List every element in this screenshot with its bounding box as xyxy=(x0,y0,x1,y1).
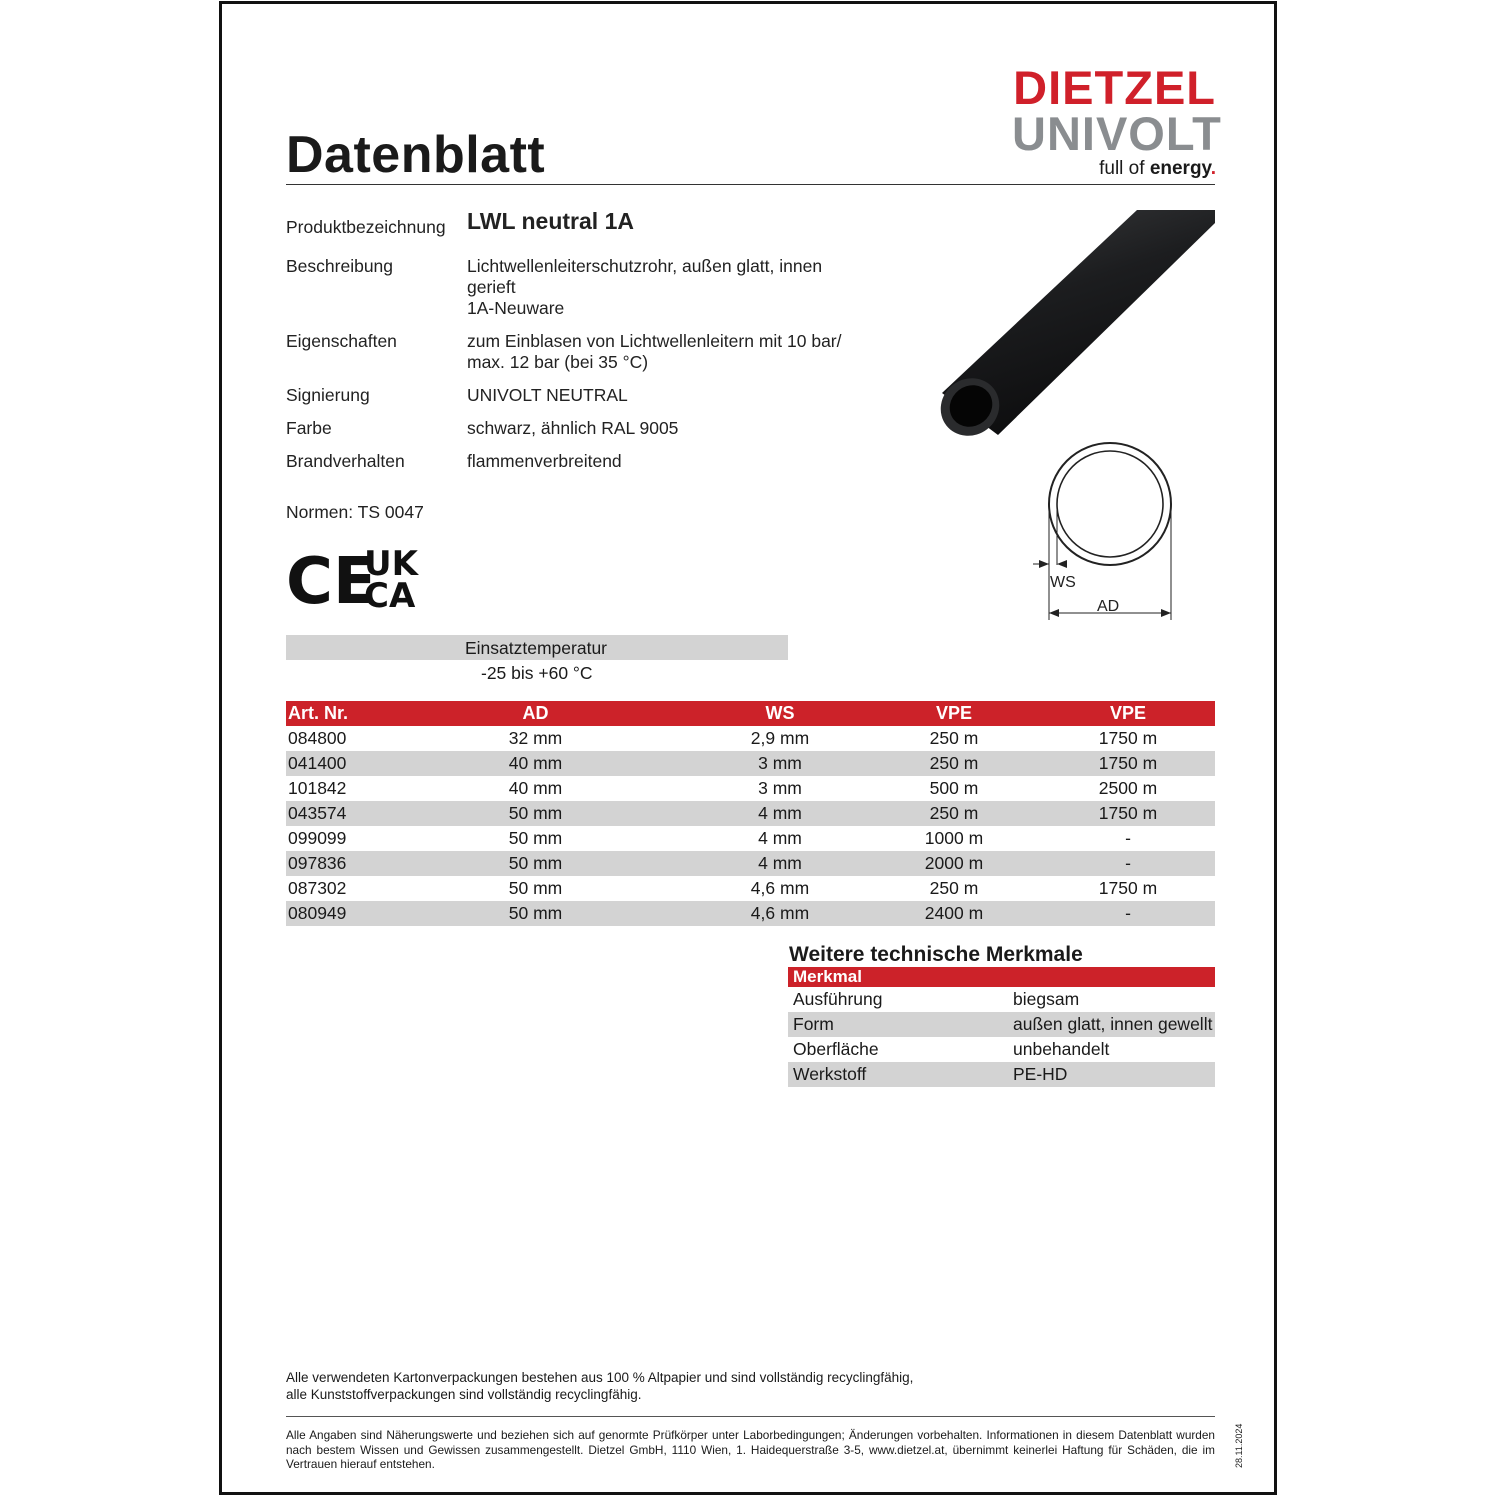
table-row xyxy=(286,801,1215,826)
norms: Normen: TS 0047 xyxy=(286,502,424,522)
label-description: Beschreibung xyxy=(286,256,394,276)
features-title: Weitere technische Merkmale xyxy=(789,943,1083,966)
table-cell: 40 mm xyxy=(378,751,693,776)
table-cell: 4,6 mm xyxy=(693,901,867,926)
table-row xyxy=(788,1062,1215,1087)
table-cell: 1750 m xyxy=(1041,751,1215,776)
table-cell: unbehandelt xyxy=(1013,1039,1110,1059)
table-row xyxy=(286,826,1215,851)
product-signierung: UNIVOLT NEUTRAL xyxy=(467,385,628,405)
table-cell: 080949 xyxy=(286,901,378,926)
table-cell: Oberfläche xyxy=(793,1039,879,1059)
table-cell: 50 mm xyxy=(508,878,563,898)
article-table-header xyxy=(286,701,1215,726)
table-cell: 32 mm xyxy=(508,728,563,748)
table-cell: 4 mm xyxy=(693,851,867,876)
table-cell: 4 mm xyxy=(693,801,867,826)
label-properties: Eigenschaften xyxy=(286,331,397,351)
table-row xyxy=(286,901,1215,926)
table-cell: - xyxy=(1041,901,1215,926)
table-cell: 041400 xyxy=(286,751,378,776)
table-cell: PE-HD xyxy=(1008,1062,1215,1087)
table-cell: 097836 xyxy=(286,851,378,876)
table-cell: Ausführung xyxy=(793,989,883,1009)
article-table xyxy=(286,701,1215,926)
table-cell: 043574 xyxy=(286,801,378,826)
table-cell: 500 m xyxy=(929,778,979,798)
table-cell: Form xyxy=(788,1012,1008,1037)
table-row xyxy=(286,751,1215,776)
table-cell: 087302 xyxy=(288,878,347,898)
temperature-value: -25 bis +60 °C xyxy=(481,663,593,683)
product-properties: zum Einblasen von Lichtwellenleitern mit 10 bar/ max. 12 bar (bei 35 °C) xyxy=(467,331,842,372)
label-product-name: Produktbezeichnung xyxy=(286,217,446,237)
table-cell: 50 mm xyxy=(378,851,693,876)
table-cell: 40 mm xyxy=(508,778,563,798)
title-divider xyxy=(286,184,1215,185)
ukca-mark-top: UK xyxy=(364,545,418,584)
logo-tagline: full of energy. xyxy=(1099,158,1216,179)
table-cell: 3 mm xyxy=(758,778,802,798)
table-cell: 084800 xyxy=(288,728,347,748)
table-row xyxy=(286,851,1215,876)
table-cell: 3 mm xyxy=(693,751,867,776)
table-cell: 2500 m xyxy=(1098,778,1158,798)
table-cell: 4,6 mm xyxy=(750,878,810,898)
ce-mark: CE xyxy=(286,545,377,611)
table-row xyxy=(788,1037,1215,1062)
ws-label: WS xyxy=(1050,574,1076,591)
table-cell: 1750 m xyxy=(1041,801,1215,826)
product-fire-behavior: flammenverbreitend xyxy=(467,451,622,471)
table-cell: 250 m xyxy=(929,878,979,898)
page-title: Datenblatt xyxy=(286,126,546,184)
col-ad: AD xyxy=(378,701,693,726)
table-cell: 2400 m xyxy=(867,901,1041,926)
product-color: schwarz, ähnlich RAL 9005 xyxy=(467,418,679,438)
table-cell: 1750 m xyxy=(1098,728,1158,748)
cross-section-diagram xyxy=(1025,440,1205,625)
table-cell: - xyxy=(1125,828,1131,848)
col-vpe-2: VPE xyxy=(1041,701,1215,726)
label-color: Farbe xyxy=(286,418,332,438)
logo-dietzel: DIETZEL xyxy=(1013,61,1216,114)
table-cell: 250 m xyxy=(929,728,979,748)
col-ws: WS xyxy=(693,701,867,726)
table-cell: 2,9 mm xyxy=(750,728,810,748)
table-row xyxy=(788,1012,1215,1037)
product-description: Lichtwellenleiterschutzrohr, außen glatt, innen gerieft 1A-Neuware xyxy=(467,256,823,318)
table-row xyxy=(286,876,1215,901)
table-cell: 2000 m xyxy=(867,851,1041,876)
recycling-note: Alle verwendeten Kartonverpackungen bestehen aus 100 % Altpapier und sind vollständig recyclingfähig, alle Kunststoffverpackungen sind vollständig recyclingfähig. xyxy=(286,1370,914,1402)
pipe-image xyxy=(930,205,1220,445)
table-cell: 4 mm xyxy=(758,828,802,848)
label-fire-behavior: Brandverhalten xyxy=(286,451,405,471)
table-cell: 101842 xyxy=(288,778,347,798)
table-cell: 50 mm xyxy=(378,901,693,926)
footer-divider xyxy=(286,1416,1215,1417)
disclaimer: Alle Angaben sind Näherungswerte und beziehen sich auf genormte Prüfkörper unter Laborbedingungen; Änderungen vorbehalten. Informationen in diesem Datenblatt wurden nach bestem Wissen und Gewissen zusammengestellt. Dietzel GmbH, 1110 Wien, 1. Haidequerstraße 3-5, www.dietzel.at, übernimmt keinerlei Haftung für Schäden, die im Vertrauen hierauf entstehen. xyxy=(286,1428,1215,1471)
table-cell: 099099 xyxy=(288,828,347,848)
table-cell: 1750 m xyxy=(1098,878,1158,898)
product-name: LWL neutral 1A xyxy=(467,208,634,234)
label-signierung: Signierung xyxy=(286,385,370,405)
temperature-header: Einsatztemperatur xyxy=(286,635,788,660)
ce-ukca-marks xyxy=(286,545,436,611)
document-date: 28.11.2024 xyxy=(1234,1423,1244,1468)
table-cell: außen glatt, innen gewellt xyxy=(1008,1012,1215,1037)
table-cell: 250 m xyxy=(867,751,1041,776)
features-table xyxy=(788,967,1215,1087)
table-cell: Werkstoff xyxy=(788,1062,1008,1087)
table-row xyxy=(286,726,1215,751)
ad-label: AD xyxy=(1097,598,1120,615)
col-vpe-1: VPE xyxy=(867,701,1041,726)
features-header: Merkmal xyxy=(788,967,1215,987)
table-cell: biegsam xyxy=(1013,989,1080,1009)
table-cell: 50 mm xyxy=(508,828,563,848)
logo-univolt: UNIVOLT xyxy=(1012,107,1222,160)
table-cell: 1000 m xyxy=(924,828,984,848)
table-row xyxy=(788,987,1215,1012)
table-cell: 50 mm xyxy=(378,801,693,826)
col-art-nr: Art. Nr. xyxy=(286,701,378,726)
table-cell: 250 m xyxy=(867,801,1041,826)
table-cell: - xyxy=(1041,851,1215,876)
ukca-mark-bottom: CA xyxy=(364,576,416,611)
table-row xyxy=(286,776,1215,801)
